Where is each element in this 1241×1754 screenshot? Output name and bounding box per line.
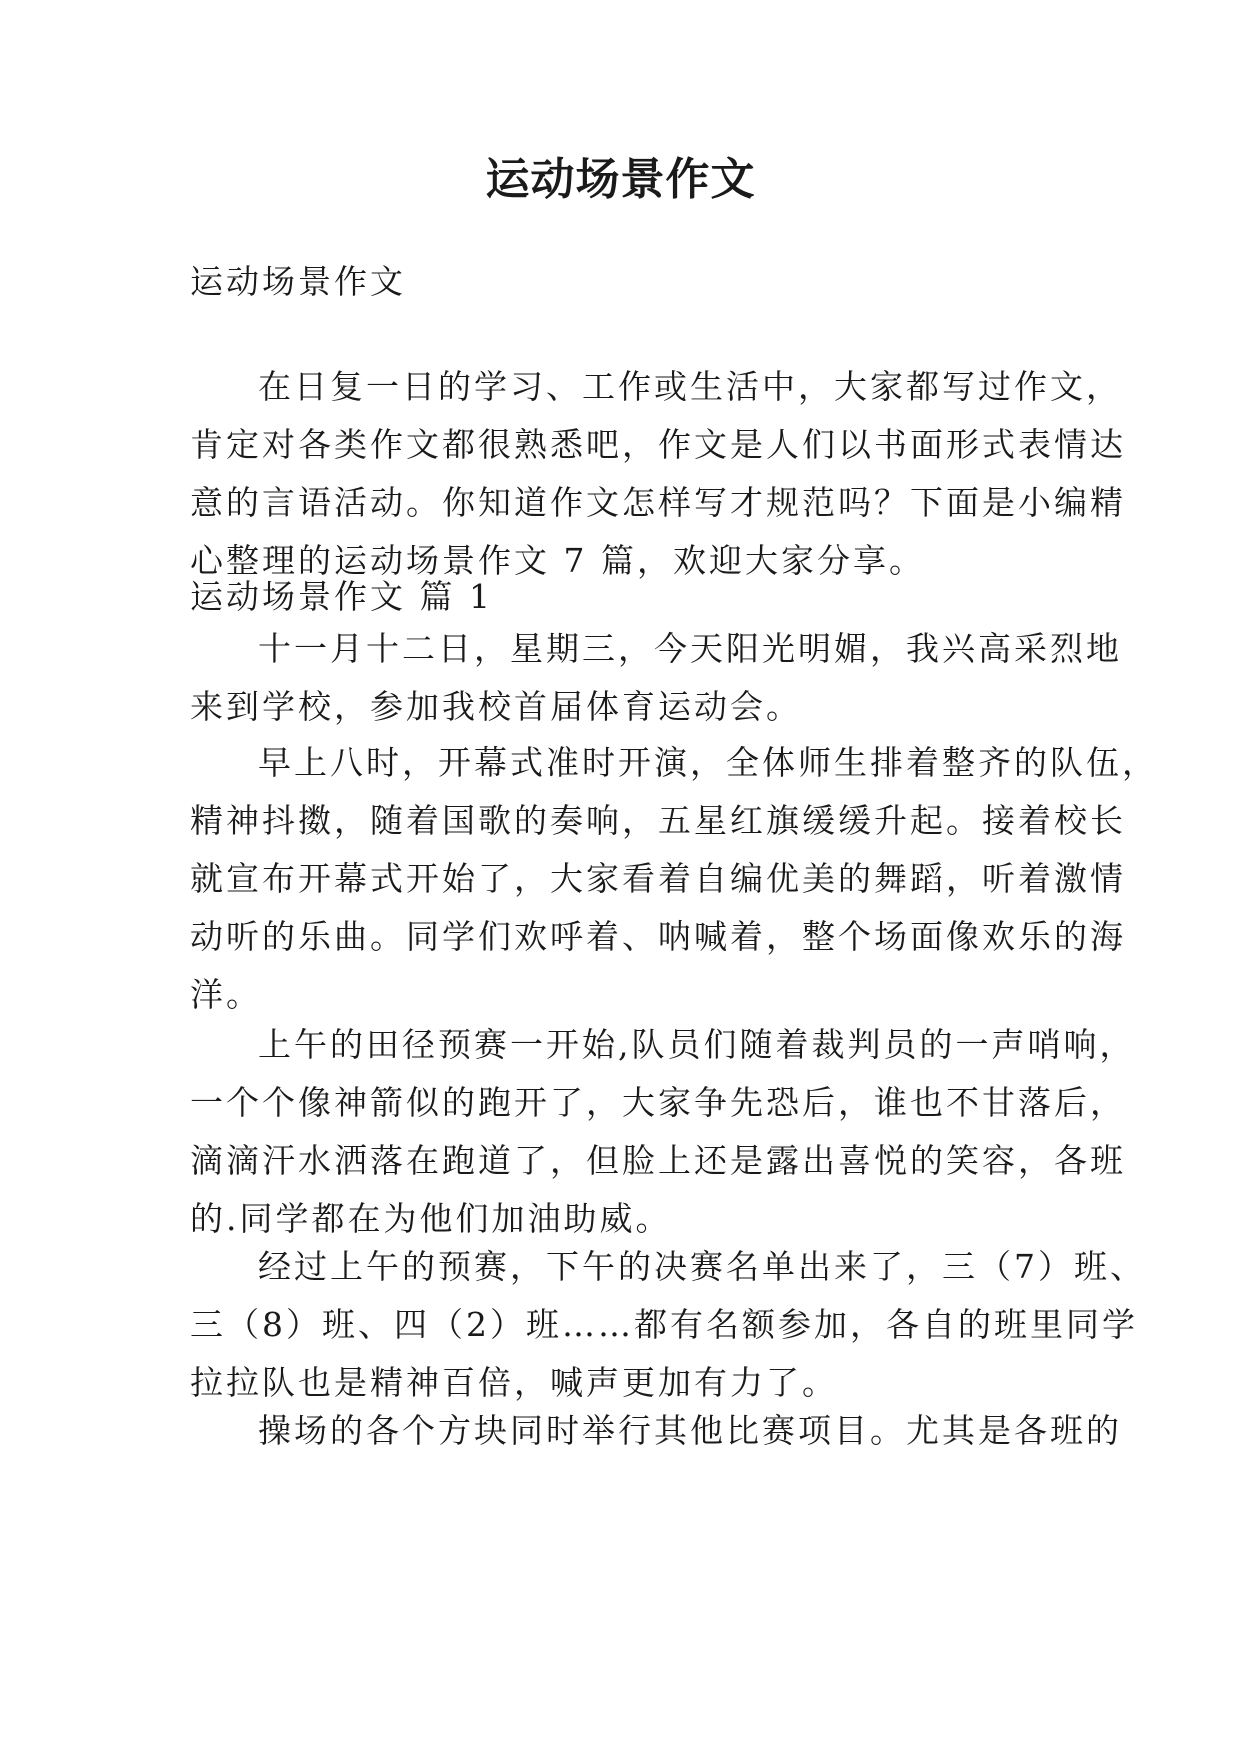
section-heading (190, 568, 1070, 626)
paragraph-line: 早上八时，开幕式准时开演，全体师生排着整齐的队伍， (258, 743, 1158, 782)
paragraph-line: 肯定对各类作文都很熟悉吧，作文是人们以书面形式表情达 (190, 425, 1126, 464)
intro-paragraph (190, 358, 1126, 590)
paragraph-line: 操场的各个方块同时举行其他比赛项目。尤其是各班的 (258, 1411, 1122, 1450)
paragraph-line: 十一月十二日，星期三，今天阳光明媚，我兴高采烈地 (258, 629, 1122, 668)
paragraph-line: 三（8）班、四（2）班……都有名额参加，各自的班里同学 (190, 1305, 1138, 1344)
paragraph-line: 心整理的运动场景作文 7 篇，欢迎大家分享。 (190, 541, 925, 580)
paragraph-line: 一个个像神箭似的跑开了，大家争先恐后，谁也不甘落后， (190, 1083, 1126, 1122)
paragraph-line: 在日复一日的学习、工作或生活中，大家都写过作文， (258, 367, 1122, 406)
paragraph-line: 上午的田径预赛一开始,队员们随着裁判员的一声哨响， (258, 1025, 1136, 1064)
paragraph-line: 意的言语活动。你知道作文怎样写才规范吗？下面是小编精 (190, 483, 1126, 522)
paragraph-2 (190, 734, 1158, 1024)
paragraph-3 (190, 1016, 1136, 1248)
paragraph-line: 来到学校，参加我校首届体育运动会。 (190, 687, 802, 726)
section-heading-line: 运动场景作文 篇 1 (190, 577, 493, 616)
paragraph-1 (190, 620, 1122, 736)
paragraph-line: 拉拉队也是精神百倍，喊声更加有力了。 (190, 1363, 838, 1402)
paragraph-line: 动听的乐曲。同学们欢呼着、呐喊着，整个场面像欢乐的海 (190, 917, 1126, 956)
document-title: 运动场景作文 (485, 154, 756, 205)
document-subtitle (190, 253, 1070, 311)
paragraph-line: 滴滴汗水洒落在跑道了，但脸上还是露出喜悦的笑容，各班 (190, 1141, 1126, 1180)
paragraph-line: 经过上午的预赛，下午的决赛名单出来了，三（7）班、 (258, 1247, 1146, 1286)
subtitle-line: 运动场景作文 (190, 262, 406, 301)
paragraph-4 (190, 1238, 1146, 1412)
paragraph-line: 精神抖擞，随着国歌的奏响，五星红旗缓缓升起。接着校长 (190, 801, 1126, 840)
paragraph-5 (190, 1402, 1122, 1460)
paragraph-line: 洋。 (190, 975, 262, 1014)
paragraph-line: 就宣布开幕式开始了，大家看着自编优美的舞蹈，听着激情 (190, 859, 1126, 898)
paragraph-line: 的.同学都在为他们加油助威。 (190, 1199, 672, 1238)
